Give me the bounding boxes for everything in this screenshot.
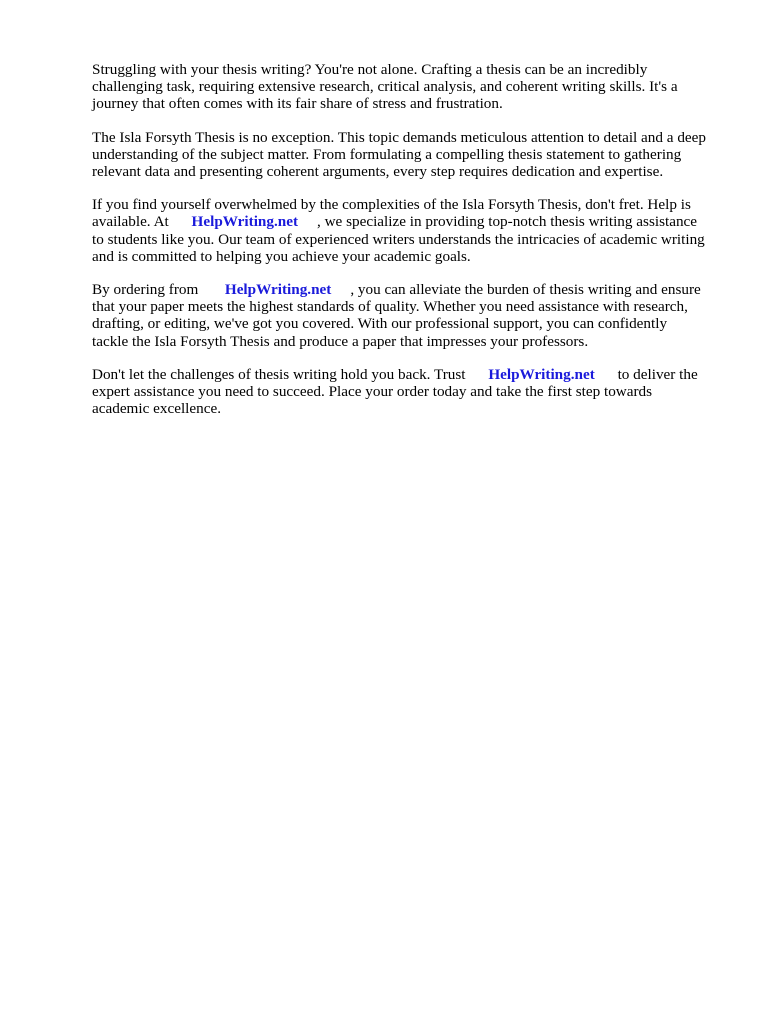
text-line: Struggling with your thesis writing? You're not alone. Crafting a thesis can be an incredibly <box>92 61 648 78</box>
paragraph-ordering <box>92 281 732 350</box>
paragraph-help <box>92 196 732 265</box>
text-line: expert assistance you need to succeed. Place your order today and take the first step towards <box>92 383 653 401</box>
text-segment: Don't let the challenges of thesis writing hold you back. Trust <box>92 365 470 383</box>
text-line: journey that often comes with its fair share of stress and frustration. <box>92 95 503 113</box>
text-segment: By ordering from <box>92 281 203 299</box>
text-line: drafting, or editing, we've got you covered. With our professional support, you can confidently <box>92 315 668 333</box>
paragraph-topic <box>92 129 732 181</box>
text-line-with-link <box>92 366 732 383</box>
text-line-with-link <box>92 213 732 230</box>
helpwriting-link[interactable]: HelpWriting.net <box>191 213 299 231</box>
text-line: to students like you. Our team of experienced writers understands the intricacies of academic writing <box>92 230 705 248</box>
text-segment: , you can alleviate the burden of thesis writing and ensure <box>346 281 701 299</box>
text-line: challenging task, requiring extensive research, critical analysis, and coherent writing skills. It's a <box>92 78 678 96</box>
text-line: If you find yourself overwhelmed by the complexities of the Isla Forsyth Thesis, don't fret. Help is <box>92 196 691 214</box>
text-segment: available. At <box>92 213 173 231</box>
paragraph-intro <box>92 61 732 113</box>
helpwriting-link[interactable]: HelpWriting.net <box>488 365 595 383</box>
text-segment: to deliver the <box>613 365 698 383</box>
text-line: and is committed to helping you achieve your academic goals. <box>92 247 471 265</box>
text-line: tackle the Isla Forsyth Thesis and produce a paper that impresses your professors. <box>92 332 589 350</box>
text-line: that your paper meets the highest standards of quality. Whether you need assistance with research, <box>92 298 688 316</box>
document-page <box>92 61 732 433</box>
paragraph-closing <box>92 366 732 418</box>
text-segment: , we specialize in providing top-notch thesis writing assistance <box>313 213 698 231</box>
text-line: academic excellence. <box>92 400 221 418</box>
text-line: The Isla Forsyth Thesis is no exception. This topic demands meticulous attention to detail and a deep <box>92 128 706 146</box>
helpwriting-link[interactable]: HelpWriting.net <box>224 281 332 299</box>
text-line: relevant data and presenting coherent arguments, every step requires dedication and expertise. <box>92 163 664 181</box>
text-line: understanding of the subject matter. From formulating a compelling thesis statement to gathering <box>92 145 682 163</box>
text-line-with-link <box>92 281 732 298</box>
